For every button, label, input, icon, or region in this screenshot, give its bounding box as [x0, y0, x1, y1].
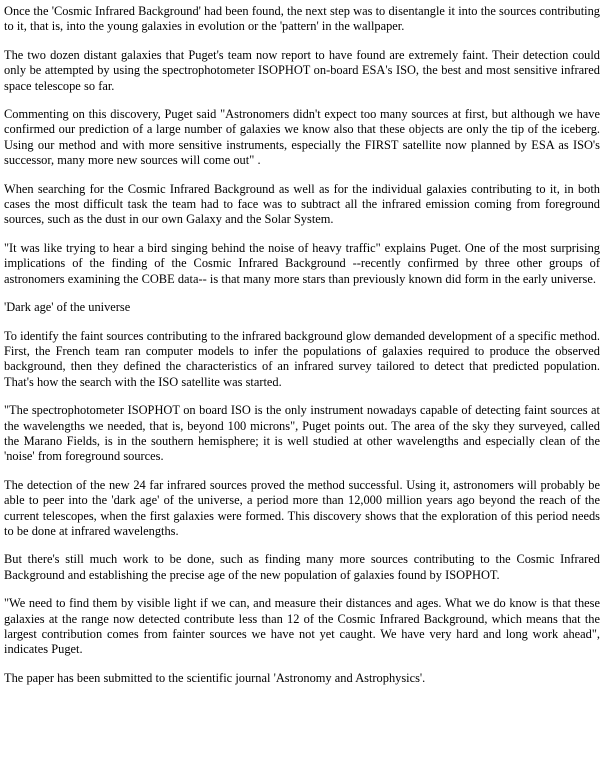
- paragraph: "We need to find them by visible light if we can, and measure their distances and ages. What we do know is that these galaxies at the range now detected contribute less than 12 of the Cosmic Infrared Background, which means that the largest contribution comes from fainter sources we have not yet caught. We have very hard and long work ahead", indicates Puget.: [4, 596, 600, 657]
- paragraph: The paper has been submitted to the scientific journal 'Astronomy and Astrophysics'.: [4, 670, 426, 685]
- paragraph: The detection of the new 24 far infrared sources proved the method successful. Using it, astronomers will probably be able to peer into the 'dark age' of the universe, a period more than 12,000 million years ago beyond the reach of the current telescopes, when the first galaxies were formed. This discovery shows that the exploration of this period needs to be done at infrared wavelengths.: [4, 477, 600, 538]
- paragraph: To identify the faint sources contributing to the infrared background glow demanded development of a specific method. First, the French team ran computer models to infer the populations of galaxies required to produce the observed background, then they defined the characteristics of an infrared survey tailored to detect that predicted population. That's how the search with the ISO satellite was started.: [4, 328, 600, 389]
- paragraph: The two dozen distant galaxies that Puget's team now report to have found are extremely faint. Their detection could only be attempted by using the spectrophotometer ISOPHOT on-board ESA's ISO, the best and most sensitive infrared space telescope so far.: [4, 47, 600, 93]
- paragraph: Commenting on this discovery, Puget said "Astronomers didn't expect too many sources at first, but although we have confirmed our prediction of a large number of galaxies we know also that these objects are only the tip of the iceberg. Using our method and with more sensitive instruments, especially the FIRST satellite now planned by ESA as ISO's successor, many more new sources will come out" .: [4, 107, 600, 168]
- paragraph: But there's still much work to be done, such as finding many more sources contributing to the Cosmic Infrared Background and establishing the precise age of the new population of galaxies found by ISOPHOT.: [4, 552, 600, 582]
- paragraph: Once the 'Cosmic Infrared Background' had been found, the next step was to disentangle it into the sources contributing to it, that is, into the young galaxies in evolution or the 'pattern' in the wallpaper.: [4, 4, 600, 34]
- paragraph: "It was like trying to hear a bird singing behind the noise of heavy traffic" explains Puget. One of the most surprising implications of the finding of the Cosmic Infrared Background --recently confirmed by three other groups of astronomers examining the COBE data-- is that many more stars than previously known did form in the early universe.: [4, 240, 600, 286]
- section-heading: 'Dark age' of the universe: [4, 300, 131, 315]
- paragraph: "The spectrophotometer ISOPHOT on board ISO is the only instrument nowadays capable of detecting faint sources at the wavelengths we needed, that is, beyond 100 microns", Puget points out. The area of the sky they surveyed, called the Marano Fields, is in the southern hemisphere; it is well studied at other wavelengths and especially clean of the 'noise' from foreground sources.: [4, 403, 600, 464]
- paragraph: When searching for the Cosmic Infrared Background as well as for the individual galaxies contributing to it, in both cases the most difficult task the team had to face was to subtract all the infrared emission coming from foreground sources, such as the dust in our own Galaxy and the Solar System.: [4, 181, 600, 227]
